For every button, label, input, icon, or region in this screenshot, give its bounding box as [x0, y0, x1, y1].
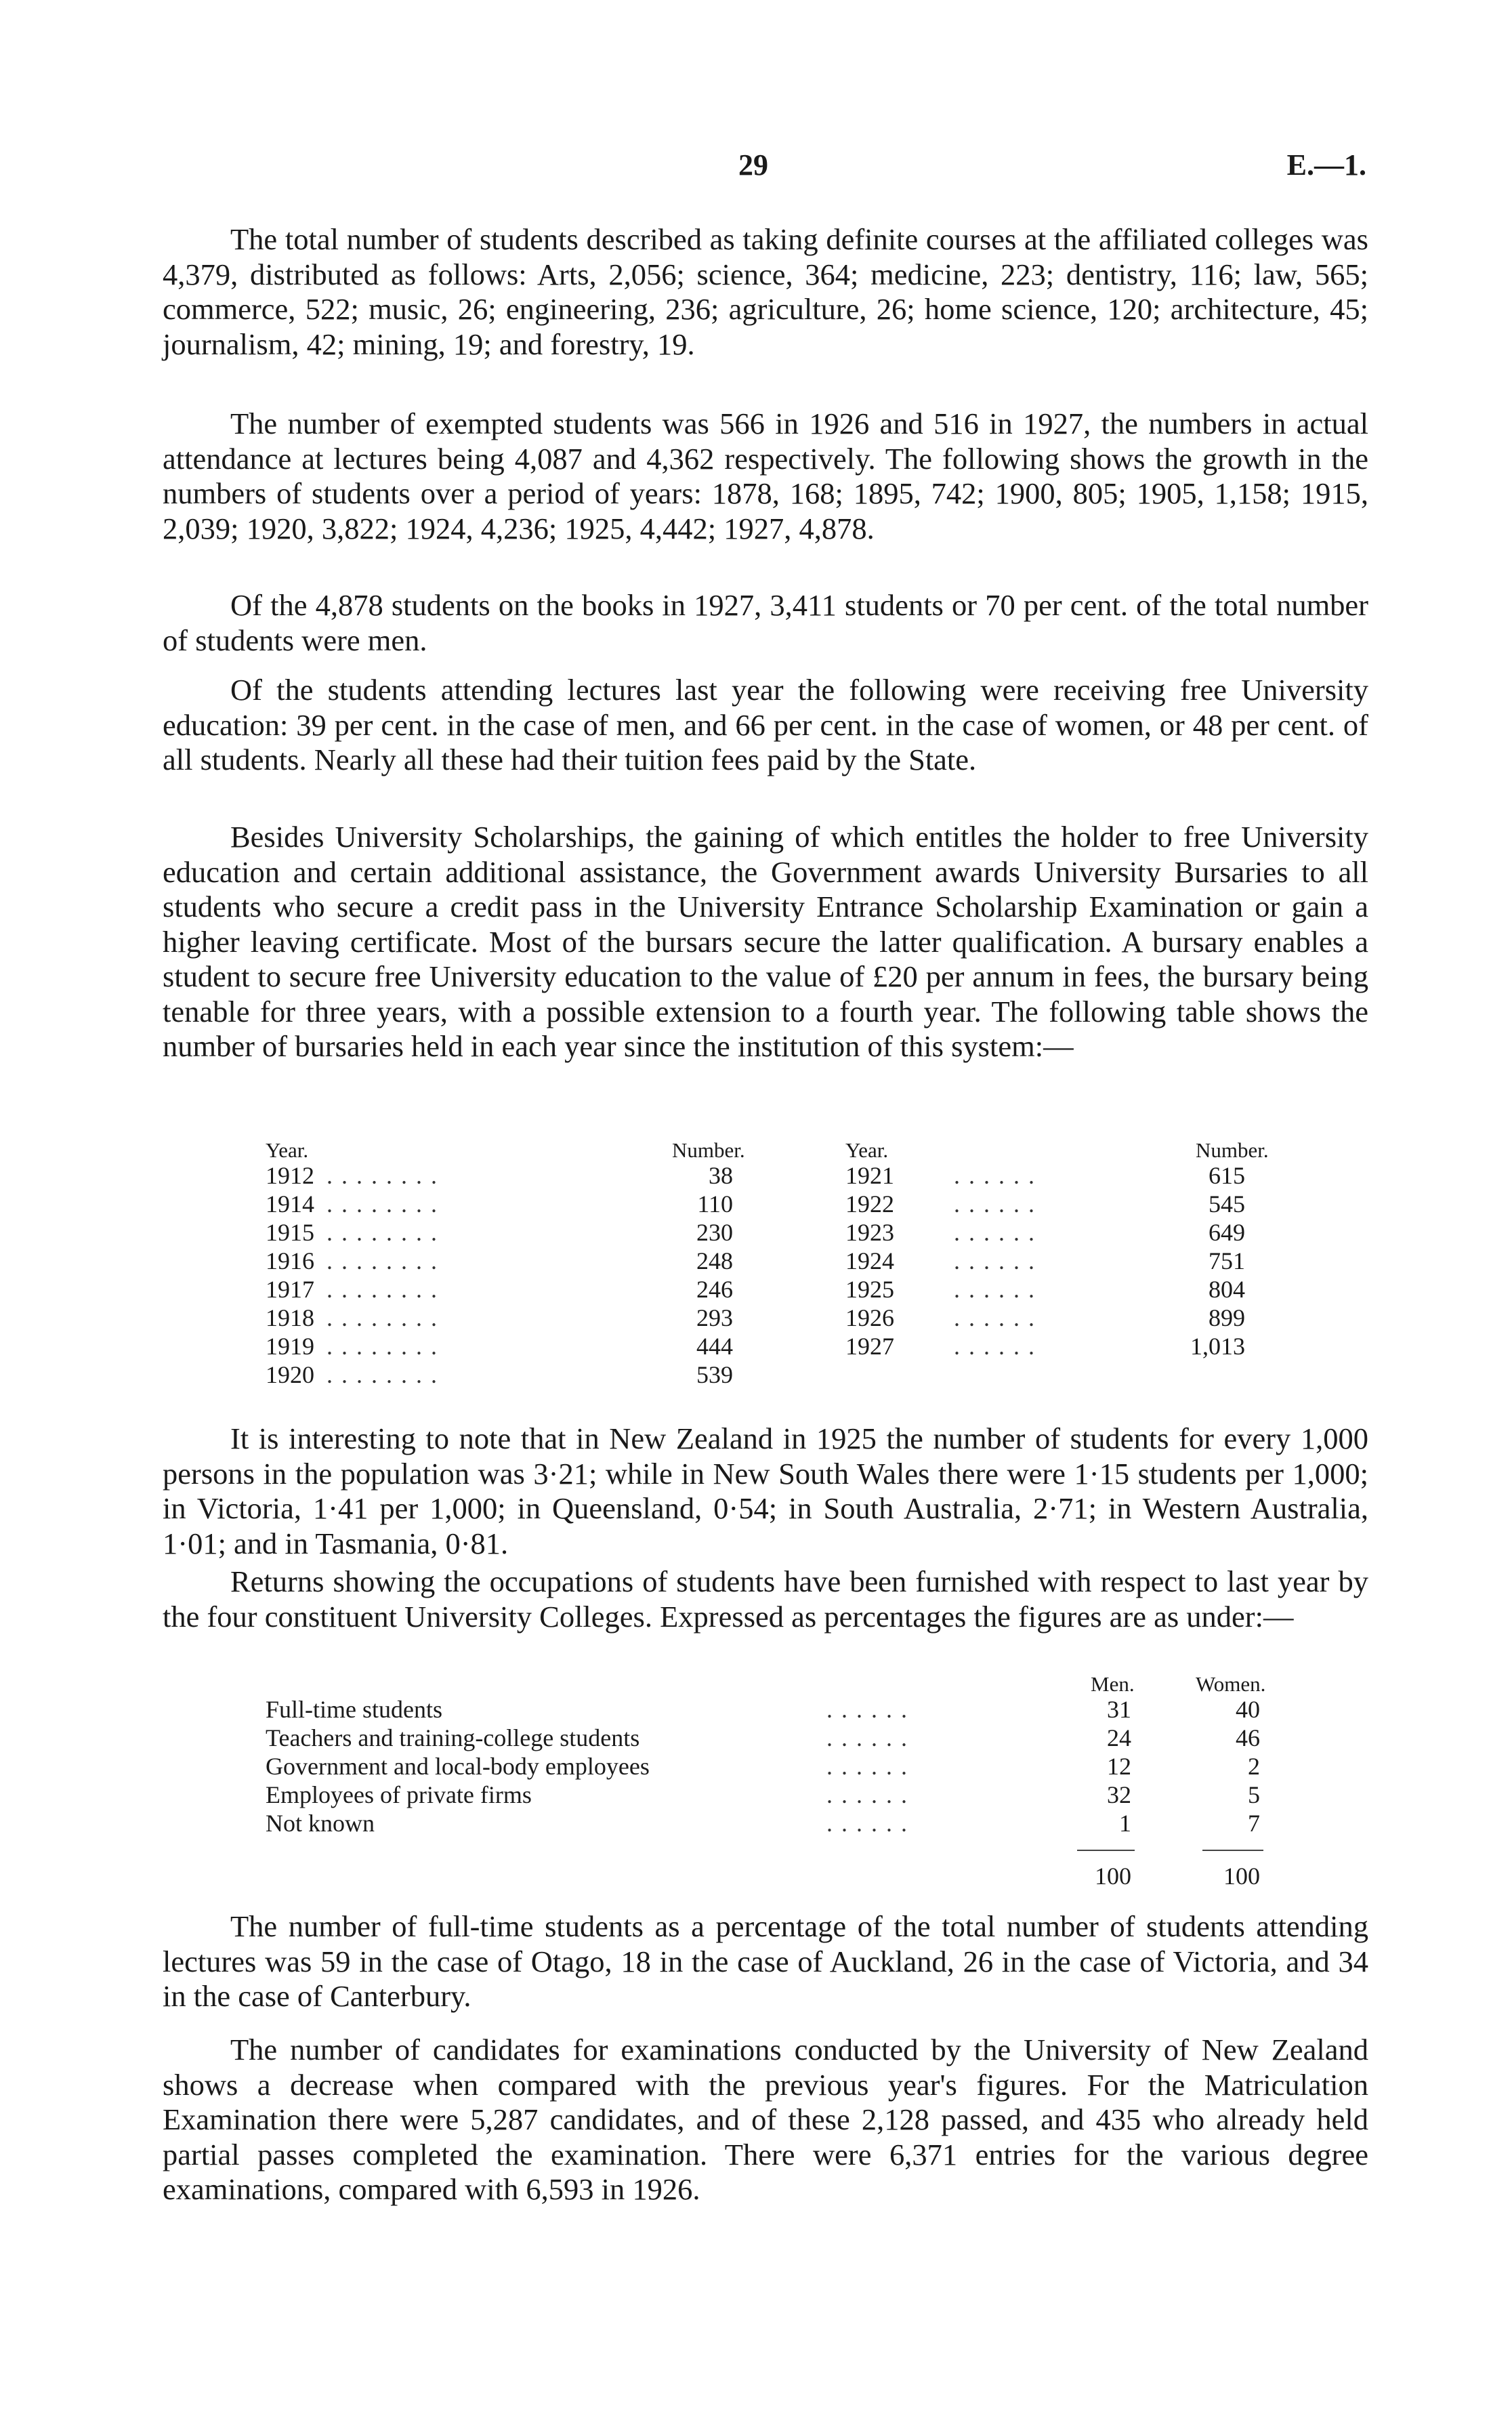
bursary-year: 1922 — [845, 1190, 894, 1218]
occupation-label: Full-time students — [266, 1696, 442, 1723]
women-percentage: 40 — [1236, 1696, 1260, 1723]
leader-dots: . . . . . . — [954, 1333, 1036, 1360]
bursary-year-header-right: Year. — [845, 1138, 889, 1162]
paragraph-men-share: Of the 4,878 students on the books in 1927, 3,411 students or 70 per cent. of the total number of students were men. — [163, 588, 1368, 657]
paragraph-exempted-students: The number of exempted students was 566 in 1926 and 516 in 1927, the numbers in actual attendance at lectures being 4,087 and 4,362 respectively. The following shows the growth in the numbers of students over a period of years: 1878, 168; 1895, 742; 1900, 805; 1905, 1,158; 1915, 2,039; 1920, 3,822; 1924, 4,236; 1925, 4,442; 1927, 4,878. — [163, 407, 1368, 545]
bursary-year: 1923 — [845, 1219, 894, 1246]
bursary-year: 1919 — [266, 1333, 314, 1360]
leader-dots: . . . . . . — [954, 1276, 1036, 1303]
women-percentage: 2 — [1248, 1753, 1260, 1780]
page-header — [0, 148, 1512, 188]
men-percentage: 24 — [1107, 1724, 1131, 1751]
bursary-number-header-left: Number. — [672, 1138, 745, 1162]
bursary-row — [845, 1332, 1274, 1360]
bursary-year: 1921 — [845, 1162, 894, 1189]
leader-dots: . . . . . . . . — [327, 1247, 438, 1274]
bursary-year: 1926 — [845, 1304, 894, 1331]
bursary-row — [266, 1247, 767, 1275]
paragraph-free-education: Of the students attending lectures last year the following were receiving free University education: 39 per cent. in the case of men, and 66 per cent. in the case of women, or 48 per cent. of all students. Nearly all these had their tuition fees paid by the State. — [163, 673, 1368, 776]
bursary-year: 1924 — [845, 1247, 894, 1274]
bursary-year: 1917 — [266, 1276, 314, 1303]
bursary-number-header-right: Number. — [1196, 1138, 1269, 1162]
leader-dots: . . . . . . . . — [327, 1162, 438, 1189]
women-total: 100 — [1223, 1863, 1260, 1890]
bursary-row — [845, 1304, 1274, 1332]
bursary-row — [845, 1218, 1274, 1247]
bursary-row — [266, 1360, 767, 1389]
bursary-row — [266, 1332, 767, 1360]
men-total-rule — [1077, 1850, 1135, 1851]
bursary-year: 1916 — [266, 1247, 314, 1274]
paragraph-full-time-percentages: The number of full-time students as a percentage of the total number of students attending lectures was 59 in the case of Otago, 18 in the case of Auckland, 26 in the case of Victoria, and 34 in the case of Canterbury. — [163, 1909, 1368, 2013]
bursary-row — [266, 1304, 767, 1332]
bursary-number: 246 — [696, 1276, 733, 1303]
leader-dots: . . . . . . . . — [327, 1190, 438, 1218]
paragraph-population-comparison: It is interesting to note that in New Zealand in 1925 the number of students for every 1,000 persons in the population was 3·21; while in New South Wales there were 1·15 students per 1,000; in Victoria, 1·41 per 1,000; in Queensland, 0·54; in South Australia, 2·71; in Western Australia, 1·01; and in Tasmania, 0·81. — [163, 1421, 1368, 1560]
men-total: 100 — [1095, 1863, 1131, 1890]
bursary-year: 1920 — [266, 1361, 314, 1388]
bursary-number: 110 — [697, 1190, 733, 1218]
bursary-year: 1915 — [266, 1219, 314, 1246]
bursary-year: 1918 — [266, 1304, 314, 1331]
bursary-table — [0, 1138, 1512, 1396]
leader-dots: . . . . . . . . — [327, 1276, 438, 1303]
leader-dots: . . . . . . — [826, 1810, 908, 1837]
bursary-number: 38 — [709, 1162, 733, 1189]
leader-dots: . . . . . . — [954, 1219, 1036, 1246]
bursary-number: 751 — [1209, 1247, 1245, 1274]
paragraph-bursaries: Besides University Scholarships, the gaining of which entitles the holder to free University education and certain additional assistance, the Government awards University Bursaries to all students who secure a credit pass in the University Entrance Scholarship Examination or gain a higher leaving certificate. Most of the bursars secure the latter qualification. A bursary enables a student to secure free University education to the value of £20 per annum in fees, the bursary being tenable for three years, with a possible extension to a fourth year. The following table shows the number of bursaries held in each year since the institution of this system:— — [163, 820, 1368, 1063]
occupations-table — [0, 1672, 1512, 1896]
bursary-year: 1912 — [266, 1162, 314, 1189]
women-percentage: 7 — [1248, 1810, 1260, 1837]
bursary-number: 444 — [696, 1333, 733, 1360]
paragraph-courses: The total number of students described as taking definite courses at the affiliated colleges was 4,379, distributed as follows: Arts, 2,056; science, 364; medicine, 223; dentistry, 116; law, 565; commerce, 522; music, 26; engineering, 236; agriculture, 26; home science, 120; architecture, 45; journalism, 42; mining, 19; and forestry, 19. — [163, 222, 1368, 361]
leader-dots: . . . . . . — [954, 1162, 1036, 1189]
bursary-year-header-left: Year. — [266, 1138, 309, 1162]
leader-dots: . . . . . . . . — [327, 1304, 438, 1331]
bursary-row — [266, 1161, 767, 1190]
bursary-number: 899 — [1209, 1304, 1245, 1331]
bursary-year: 1925 — [845, 1276, 894, 1303]
leader-dots: . . . . . . — [826, 1781, 908, 1808]
men-percentage: 12 — [1107, 1753, 1131, 1780]
bursary-number: 649 — [1209, 1219, 1245, 1246]
women-percentage: 46 — [1236, 1724, 1260, 1751]
occupation-label: Employees of private firms — [266, 1781, 532, 1808]
occupation-row — [0, 1724, 1512, 1752]
occupation-label: Government and local-body employees — [266, 1753, 650, 1780]
bursary-number: 545 — [1209, 1190, 1245, 1218]
bursary-number: 293 — [696, 1304, 733, 1331]
bursary-number: 539 — [696, 1361, 733, 1388]
occupation-row — [0, 1781, 1512, 1809]
leader-dots: . . . . . . — [954, 1247, 1036, 1274]
leader-dots: . . . . . . — [826, 1724, 908, 1751]
paragraph-examinations: The number of candidates for examinations conducted by the University of New Zealand shows a decrease when compared with the previous year's figures. For the Matriculation Examination there were 5,287 candidates, and of these 2,128 passed, and 435 who already held partial passes completed the examination. There were 6,371 entries for the various degree examinations, compared with 6,593 in 1926. — [163, 2033, 1368, 2206]
bursary-number: 1,013 — [1190, 1333, 1245, 1360]
totals-row — [0, 1862, 1512, 1890]
bursary-row — [845, 1190, 1274, 1218]
leader-dots: . . . . . . . . — [327, 1333, 438, 1360]
bursary-row — [845, 1247, 1274, 1275]
page-number: 29 — [738, 148, 768, 182]
occupation-label: Not known — [266, 1810, 375, 1837]
occupation-label: Teachers and training-college students — [266, 1724, 640, 1751]
bursary-row — [266, 1218, 767, 1247]
bursary-number: 804 — [1209, 1276, 1245, 1303]
bursary-row — [845, 1275, 1274, 1304]
occupation-row — [0, 1809, 1512, 1837]
leader-dots: . . . . . . — [826, 1696, 908, 1723]
leader-dots: . . . . . . — [954, 1304, 1036, 1331]
occupation-row — [0, 1695, 1512, 1724]
women-percentage: 5 — [1248, 1781, 1260, 1808]
bursary-number: 248 — [696, 1247, 733, 1274]
bursary-row — [845, 1161, 1274, 1190]
men-percentage: 31 — [1107, 1696, 1131, 1723]
bursary-row — [266, 1275, 767, 1304]
series-reference: E.—1. — [1286, 148, 1366, 182]
bursary-row — [266, 1190, 767, 1218]
occupation-row — [0, 1752, 1512, 1781]
bursary-number: 230 — [696, 1219, 733, 1246]
leader-dots: . . . . . . . . — [327, 1219, 438, 1246]
leader-dots: . . . . . . — [954, 1190, 1036, 1218]
men-percentage: 1 — [1119, 1810, 1131, 1837]
men-header: Men. — [1091, 1672, 1135, 1696]
men-percentage: 32 — [1107, 1781, 1131, 1808]
leader-dots: . . . . . . — [826, 1753, 908, 1780]
bursary-number: 615 — [1209, 1162, 1245, 1189]
women-header: Women. — [1196, 1672, 1266, 1696]
bursary-year: 1927 — [845, 1333, 894, 1360]
bursary-year: 1914 — [266, 1190, 314, 1218]
paragraph-occupations: Returns showing the occupations of students have been furnished with respect to last year by the four constituent University Colleges. Expressed as percentages the figures are as under:— — [163, 1564, 1368, 1634]
women-total-rule — [1202, 1850, 1263, 1851]
leader-dots: . . . . . . . . — [327, 1361, 438, 1388]
